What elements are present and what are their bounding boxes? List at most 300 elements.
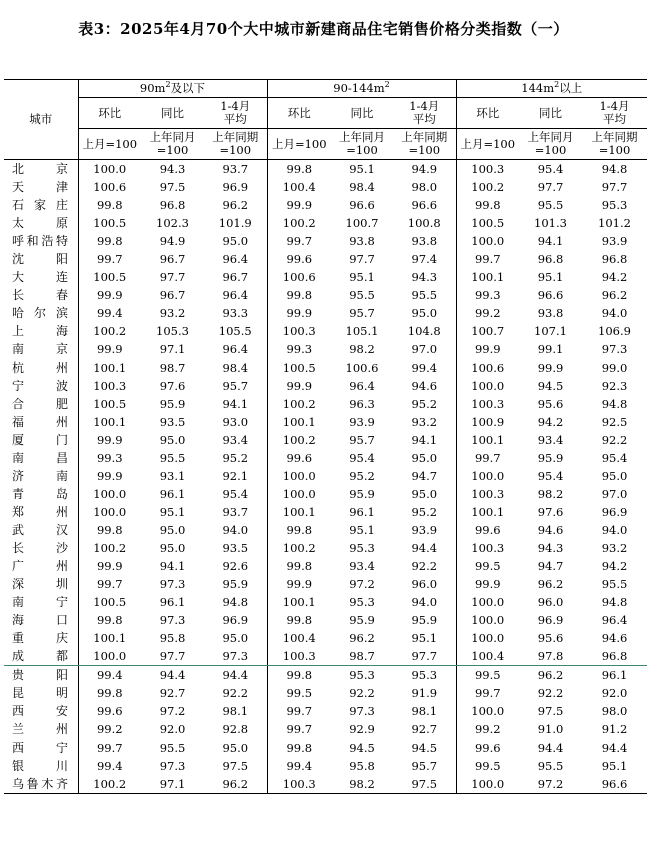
index-value: 95.9 [537,450,564,465]
index-value: 94.2 [537,414,564,429]
table-row [4,395,647,413]
index-value: 96.2 [601,288,628,303]
city-name: 郑 州 [4,503,78,521]
table-title: 表3：2025年4月70个大中城市新建商品住宅销售价格分类指数（一） [78,20,569,38]
group-header: $90m^2$及以下 [78,80,267,98]
index-value: 100.4 [282,631,316,646]
index-value: 95.7 [349,306,375,321]
index-value: 92.7 [393,720,456,738]
index-value: 99.2 [474,722,501,737]
index-value: 95.0 [204,739,267,757]
city-name: 海 口 [4,611,78,629]
index-value: 95.0 [393,449,456,467]
table-row [4,647,647,666]
table-row [4,521,647,539]
index-value: 100.6 [471,360,505,375]
index-value: 100.3 [267,775,331,794]
city-name: 沈 阳 [4,250,78,268]
index-value: 100.2 [78,775,141,794]
index-value: 95.5 [601,577,628,592]
index-value: 100.0 [78,647,141,666]
index-value: 96.6 [349,198,375,213]
city-name: 北 京 [4,160,78,179]
table-row [4,611,647,629]
index-value: 99.8 [96,198,123,213]
index-value: 94.4 [601,740,628,755]
index-value: 93.9 [393,521,456,539]
city-name: 兰 州 [4,720,78,738]
table-row [4,775,647,794]
index-value: 96.7 [204,268,267,286]
index-value: 100.1 [93,360,127,375]
index-value: 92.9 [349,722,375,737]
index-value: 99.6 [286,252,313,267]
index-value: 98.1 [204,702,267,720]
index-value: 96.9 [537,613,564,628]
index-value: 99.8 [286,613,313,628]
city-name: 武 汉 [4,521,78,539]
index-value: 94.6 [393,377,456,395]
index-value: 97.5 [537,704,564,719]
index-value: 97.3 [159,758,186,773]
index-value: 92.2 [601,432,628,447]
index-value: 95.2 [393,395,456,413]
index-value: 96.1 [159,595,186,610]
index-value: 95.5 [159,450,186,465]
table-row [4,340,647,358]
table-row [4,286,647,304]
city-name: 重 庆 [4,629,78,647]
sub-header: 同比 [141,98,204,129]
index-value: 100.0 [93,504,127,519]
index-value: 94.7 [537,559,564,574]
index-value: 105.1 [345,324,379,339]
index-value: 97.3 [204,647,267,666]
index-value: 99.8 [96,522,123,537]
index-value: 92.6 [204,557,267,575]
index-value: 93.2 [601,541,628,555]
index-value: 93.5 [159,414,186,429]
index-value: 94.8 [204,593,267,611]
table-row [4,250,647,268]
index-value: 93.7 [204,503,267,521]
index-value: 97.7 [349,252,375,267]
base-header: 上年同月 =100 [331,129,393,160]
index-value: 93.7 [204,160,267,179]
index-value: 96.4 [204,286,267,304]
price-index-table [4,79,647,794]
index-value: 95.1 [349,162,375,177]
index-value: 99.3 [474,288,501,303]
index-value: 94.9 [393,160,456,179]
index-value: 97.1 [141,775,204,794]
index-value: 94.1 [159,559,186,574]
index-value: 99.9 [286,577,313,592]
city-name: 长 春 [4,286,78,304]
index-value: 96.2 [204,196,267,214]
index-value: 94.8 [601,396,628,411]
index-value: 94.3 [159,162,186,177]
index-value: 100.1 [93,414,127,429]
index-value: 96.6 [393,196,456,214]
index-value: 95.6 [537,631,564,646]
city-name: 乌 鲁 木 齐 [4,775,78,794]
index-value: 100.4 [456,647,519,666]
index-value: 95.4 [349,450,375,465]
index-value: 99.4 [96,306,123,321]
index-value: 97.4 [393,250,456,268]
index-value: 95.1 [601,758,628,773]
table-row [4,449,647,467]
table-row [4,196,647,214]
index-value: 92.1 [204,467,267,485]
index-value: 99.6 [96,704,123,719]
index-value: 93.4 [204,431,267,449]
index-value: 98.2 [349,342,375,357]
index-value: 94.5 [393,739,456,757]
index-value: 99.5 [474,559,501,574]
index-value: 100.5 [93,396,127,411]
index-value: 95.2 [204,449,267,467]
index-value: 99.0 [601,360,628,375]
index-value: 95.0 [393,304,456,322]
index-value: 97.8 [519,647,582,666]
index-value: 102.3 [156,216,189,231]
index-value: 97.6 [159,378,186,393]
index-value: 92.8 [204,720,267,738]
table-row [4,720,647,738]
sub-header: 1-4月 平均 [393,98,456,129]
index-value: 100.0 [93,162,127,177]
table-row [4,739,647,757]
index-value: 100.2 [93,324,127,339]
index-value: 96.9 [204,178,267,196]
index-value: 98.0 [601,704,628,719]
index-value: 99.6 [474,522,501,537]
city-name: 青 岛 [4,485,78,503]
index-value: 95.2 [393,503,456,521]
index-value: 99.7 [96,577,123,592]
index-value: 93.4 [537,432,564,447]
index-value: 93.5 [204,539,267,557]
index-value: 94.8 [601,162,628,177]
index-value: 92.7 [159,686,186,701]
index-value: 92.0 [601,686,628,701]
index-value: 96.6 [582,775,647,794]
index-value: 95.3 [349,541,375,555]
index-value: 92.2 [537,686,564,701]
index-value: 98.2 [537,486,564,501]
index-value: 100.1 [282,414,316,429]
index-value: 96.2 [204,775,267,794]
index-value: 99.9 [537,360,564,375]
index-value: 101.9 [204,214,267,232]
index-value: 93.8 [537,306,564,321]
index-value: 99.7 [474,686,501,701]
table-body [4,160,647,794]
index-value: 99.8 [286,740,313,755]
city-name: 呼 和 浩 特 [4,232,78,250]
index-value: 91.9 [393,684,456,702]
index-value: 99.7 [96,740,123,755]
index-value: 97.6 [537,504,564,519]
index-value: 95.4 [537,468,564,483]
index-value: 100.1 [282,504,316,519]
index-value: 105.5 [204,322,267,340]
index-value: 101.2 [598,216,631,231]
index-value: 93.8 [393,232,456,250]
index-value: 94.7 [393,467,456,485]
table-row [4,322,647,340]
index-value: 95.7 [349,432,375,447]
index-value: 95.4 [204,485,267,503]
index-value: 99.9 [286,306,313,321]
index-value: 92.5 [601,414,628,429]
table-row [4,629,647,647]
index-value: 94.1 [393,431,456,449]
index-value: 95.0 [159,541,186,555]
index-value: 99.9 [286,198,313,213]
index-value: 99.1 [537,342,564,357]
sub-header: 同比 [331,98,393,129]
index-value: 100.1 [93,631,127,646]
index-value: 100.3 [471,162,505,177]
index-value: 96.4 [204,340,267,358]
index-value: 99.3 [96,450,123,465]
index-value: 96.9 [204,611,267,629]
table-row [4,431,647,449]
index-value: 95.0 [393,485,456,503]
index-value: 98.1 [393,702,456,720]
city-name: 太 原 [4,214,78,232]
index-value: 95.5 [349,288,375,303]
index-value: 98.2 [331,775,393,794]
index-value: 100.6 [282,270,316,285]
index-value: 100.0 [282,468,316,483]
index-value: 100.3 [471,396,505,411]
table-row [4,539,647,557]
index-value: 94.3 [393,268,456,286]
city-name: 成 都 [4,647,78,666]
index-value: 99.2 [474,306,501,321]
index-value: 100.0 [282,486,316,501]
city-name: 西 安 [4,702,78,720]
index-value: 99.4 [393,359,456,377]
index-value: 100.0 [456,775,519,794]
index-value: 94.9 [159,234,186,249]
index-value: 99.9 [286,378,313,393]
index-value: 100.7 [345,216,379,231]
index-value: 97.3 [159,577,186,592]
city-name: 银 川 [4,757,78,775]
index-value: 100.1 [471,504,505,519]
index-value: 95.9 [349,486,375,501]
index-value: 99.6 [286,450,313,465]
city-name: 福 州 [4,413,78,431]
city-name: 深 圳 [4,575,78,593]
index-value: 100.2 [282,541,316,555]
index-value: 96.9 [601,504,628,519]
group-header: $90-144m^2$ [267,80,456,98]
index-value: 99.3 [286,342,313,357]
index-value: 96.8 [582,647,647,666]
base-header: 上月=100 [456,129,519,160]
index-value: 95.5 [537,198,564,213]
index-value: 99.4 [96,758,123,773]
index-value: 97.7 [141,647,204,666]
city-name: 大 连 [4,268,78,286]
index-value: 100.1 [471,432,505,447]
city-name: 合 肥 [4,395,78,413]
index-value: 93.1 [159,468,186,483]
index-value: 95.8 [159,631,186,646]
index-value: 100.2 [282,432,316,447]
index-value: 96.1 [601,668,628,683]
index-value: 99.8 [96,234,123,249]
city-name: 哈 尔 滨 [4,304,78,322]
index-value: 97.0 [601,486,628,501]
city-name: 南 宁 [4,593,78,611]
index-value: 96.2 [537,577,564,592]
index-value: 99.8 [286,522,313,537]
index-value: 93.3 [204,304,267,322]
index-value: 95.1 [537,270,564,285]
index-value: 95.7 [393,757,456,775]
index-value: 99.9 [96,432,123,447]
table-row [4,413,647,431]
index-value: 99.7 [286,704,313,719]
index-value: 100.0 [471,631,505,646]
base-header: 上年同期 =100 [582,129,647,160]
table-row [4,684,647,702]
index-value: 100.5 [93,216,127,231]
index-value: 95.6 [537,396,564,411]
index-value: 98.7 [159,360,186,375]
index-value: 95.0 [601,468,628,483]
index-value: 96.4 [204,250,267,268]
index-value: 97.5 [159,180,186,195]
index-value: 94.8 [601,595,628,610]
index-value: 99.8 [286,559,313,574]
index-value: 100.0 [93,486,127,501]
index-value: 99.5 [474,668,501,683]
index-value: 95.1 [349,270,375,285]
index-value: 107.1 [534,324,567,339]
index-value: 100.1 [471,270,505,285]
index-value: 96.1 [349,504,375,519]
index-value: 91.0 [537,722,564,737]
index-value: 96.8 [159,198,186,213]
index-value: 96.4 [601,613,628,628]
index-value: 99.9 [96,559,123,574]
index-value: 93.9 [601,234,628,249]
base-header: 上年同期 =100 [393,129,456,160]
index-value: 94.6 [537,522,564,537]
index-value: 98.7 [331,647,393,666]
table-row [4,214,647,232]
city-name: 贵 阳 [4,666,78,685]
table-row [4,359,647,377]
index-value: 95.0 [204,232,267,250]
index-value: 95.1 [159,504,186,519]
index-value: 94.4 [204,666,267,685]
index-value: 97.2 [349,577,375,592]
table-header [4,80,647,160]
city-name: 上 海 [4,322,78,340]
index-value: 100.2 [282,216,316,231]
table-row [4,304,647,322]
index-value: 95.3 [393,666,456,685]
city-name: 广 州 [4,557,78,575]
index-value: 94.1 [537,234,564,249]
index-value: 99.7 [286,234,313,249]
index-value: 100.5 [471,216,505,231]
index-value: 95.1 [349,522,375,537]
index-value: 95.5 [159,740,186,755]
table-row [4,232,647,250]
table-row [4,377,647,395]
index-value: 99.8 [286,668,313,683]
table-row [4,268,647,286]
index-value: 100.0 [471,704,505,719]
index-value: 94.0 [601,522,628,537]
index-value: 96.6 [537,288,564,303]
index-value: 95.3 [349,668,375,683]
city-name: 石 家 庄 [4,196,78,214]
index-value: 96.7 [159,288,186,303]
sub-header: 1-4月 平均 [582,98,647,129]
index-value: 95.1 [393,629,456,647]
index-value: 95.3 [601,198,628,213]
index-value: 100.3 [471,486,505,501]
city-name: 长 沙 [4,539,78,557]
index-value: 94.4 [537,740,564,755]
index-value: 99.8 [474,198,501,213]
index-value: 99.4 [286,758,313,773]
table-row [4,178,647,196]
table-row [4,503,647,521]
table-row [4,467,647,485]
index-value: 95.0 [159,522,186,537]
index-value: 92.2 [349,686,375,701]
index-value: 98.0 [393,178,456,196]
index-value: 96.4 [349,378,375,393]
index-value: 94.6 [601,631,628,646]
index-value: 95.2 [349,468,375,483]
index-value: 99.9 [474,342,501,357]
index-value: 100.1 [282,595,316,610]
index-value: 96.2 [537,668,564,683]
index-value: 96.8 [537,252,564,267]
index-value: 96.0 [537,595,564,610]
index-value: 100.3 [282,324,316,339]
index-value: 95.0 [204,629,267,647]
index-value: 97.2 [519,775,582,794]
index-value: 99.7 [286,722,313,737]
index-value: 95.5 [393,286,456,304]
index-value: 93.2 [159,306,186,321]
table-row [4,575,647,593]
index-value: 97.7 [159,270,186,285]
index-value: 100.5 [93,270,127,285]
index-value: 100.0 [471,378,505,393]
base-header: 上年同月 =100 [519,129,582,160]
index-value: 97.7 [537,180,564,195]
index-value: 94.0 [601,306,628,321]
index-value: 100.0 [471,468,505,483]
index-value: 98.4 [204,359,267,377]
index-value: 95.9 [204,575,267,593]
